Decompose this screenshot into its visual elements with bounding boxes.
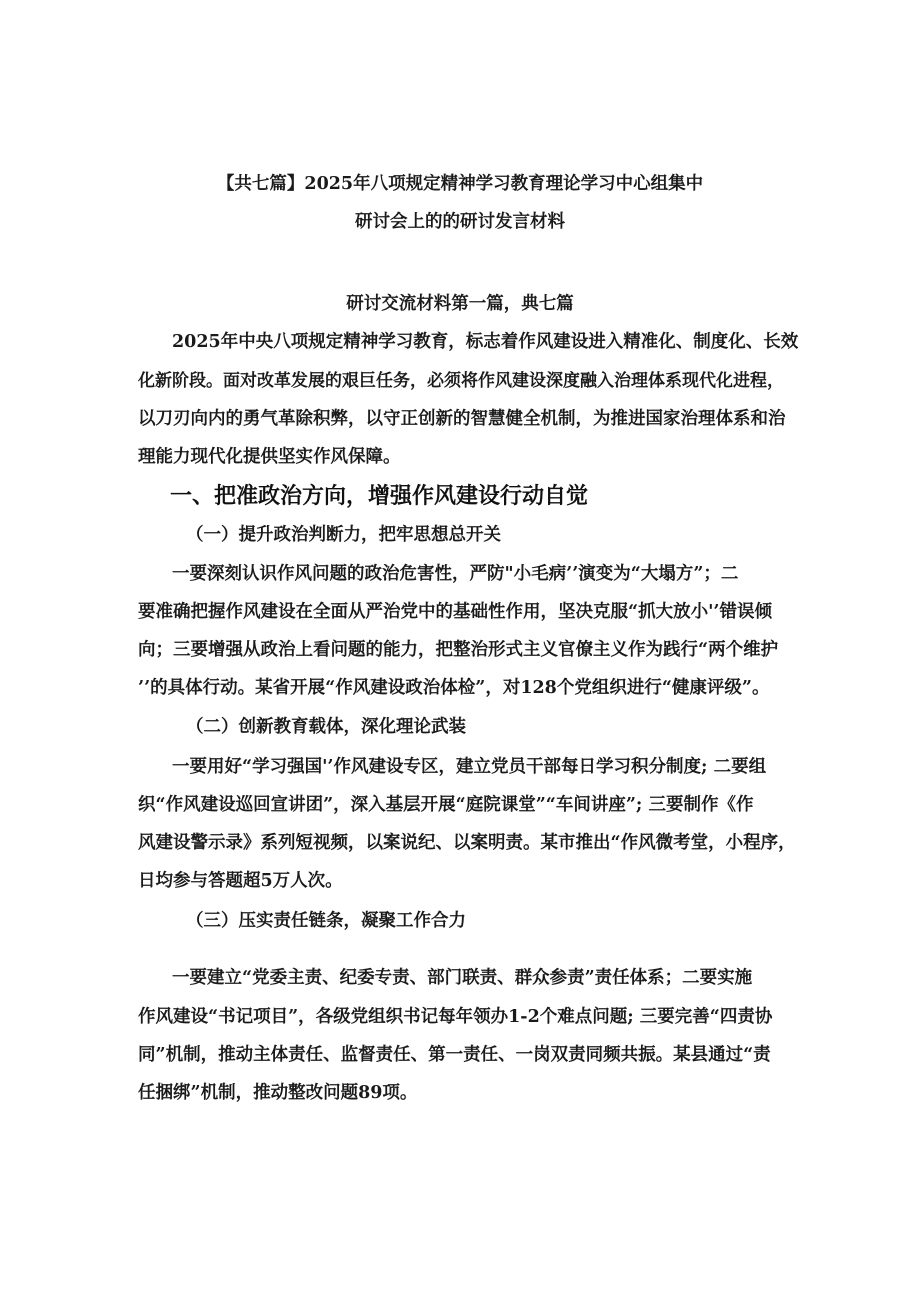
paragraph-line: 要准确把握作风建设在全面从严治党中的基础性作用，坚决克服“抓大放小'’错误倾 — [138, 602, 773, 622]
subheading: （一）提升政治判断力，把牢思想总开关 — [186, 525, 501, 545]
document-title-line-2: 研讨会上的的研讨发言材料 — [355, 212, 565, 232]
intro-line: 化新阶段。面对改革发展的艰巨任务，必须将作风建设深度融入治理体系现代化进程， — [138, 371, 784, 391]
heading-level-1: 一、把准政治方向，增强作风建设行动自觉 — [170, 484, 589, 509]
paragraph-line: 向；三要增强从政治上看问题的能力，把整治形式主义官僚主义作为践行“两个维护 — [138, 640, 779, 660]
paragraph-line: 风建设警示录》系列短视频，以案说纪、以案明责。某市推出“作风微考堂，小程序， — [138, 833, 796, 853]
paragraph-line: 一要深刻认识作风问题的政治危害性，严防"小毛病’’演变为“大塌方”；二 — [172, 564, 739, 584]
paragraph-line: 任捆绑”机制，推动整改问题89项。 — [138, 1083, 418, 1103]
paragraph-line: ’’的具体行动。某省开展“作风建设政治体检”，对128个党组织进行“健康评级”。 — [138, 678, 770, 698]
document-title-line-1: 【共七篇】2025年八项规定精神学习教育理论学习中心组集中 — [216, 174, 704, 194]
paragraph-line: 织“作风建设巡回宣讲团”，深入基层开展“庭院课堂”“车间讲座”; 三要制作《作 — [138, 795, 754, 815]
subheading: （三）压实责任链条，凝聚工作合力 — [186, 911, 466, 931]
intro-line: 理能力现代化提供坚实作风保障。 — [138, 447, 401, 467]
subheading: （二）创新教育载体，深化理论武装 — [186, 717, 466, 737]
paragraph-line: 日均参与答题超5万人次。 — [138, 871, 343, 891]
paragraph-line: 一要建立“党委主责、纪委专责、部门联责、群众参责”责任体系；二要实施 — [172, 968, 753, 988]
section-title: 研讨交流材料第一篇，典七篇 — [346, 294, 574, 314]
intro-line: 2025年中央八项规定精神学习教育，标志着作风建设进入精准化、制度化、长效 — [172, 332, 799, 352]
paragraph-line: 一要用好“学习强国'’作风建设专区，建立党员干部每日学习积分制度; 二要组 — [172, 757, 767, 777]
intro-line: 以刀刃向内的勇气革除积弊，以守正创新的智慧健全机制，为推进国家治理体系和治 — [138, 409, 786, 429]
paragraph-line: 同”机制，推动主体责任、监督责任、第一责任、一岗双责同频共振。某县通过“责 — [138, 1045, 771, 1065]
paragraph-line: 作风建设“书记项目”，各级党组织书记每年领办1-2个难点问题; 三要完善“四责协 — [138, 1007, 773, 1027]
